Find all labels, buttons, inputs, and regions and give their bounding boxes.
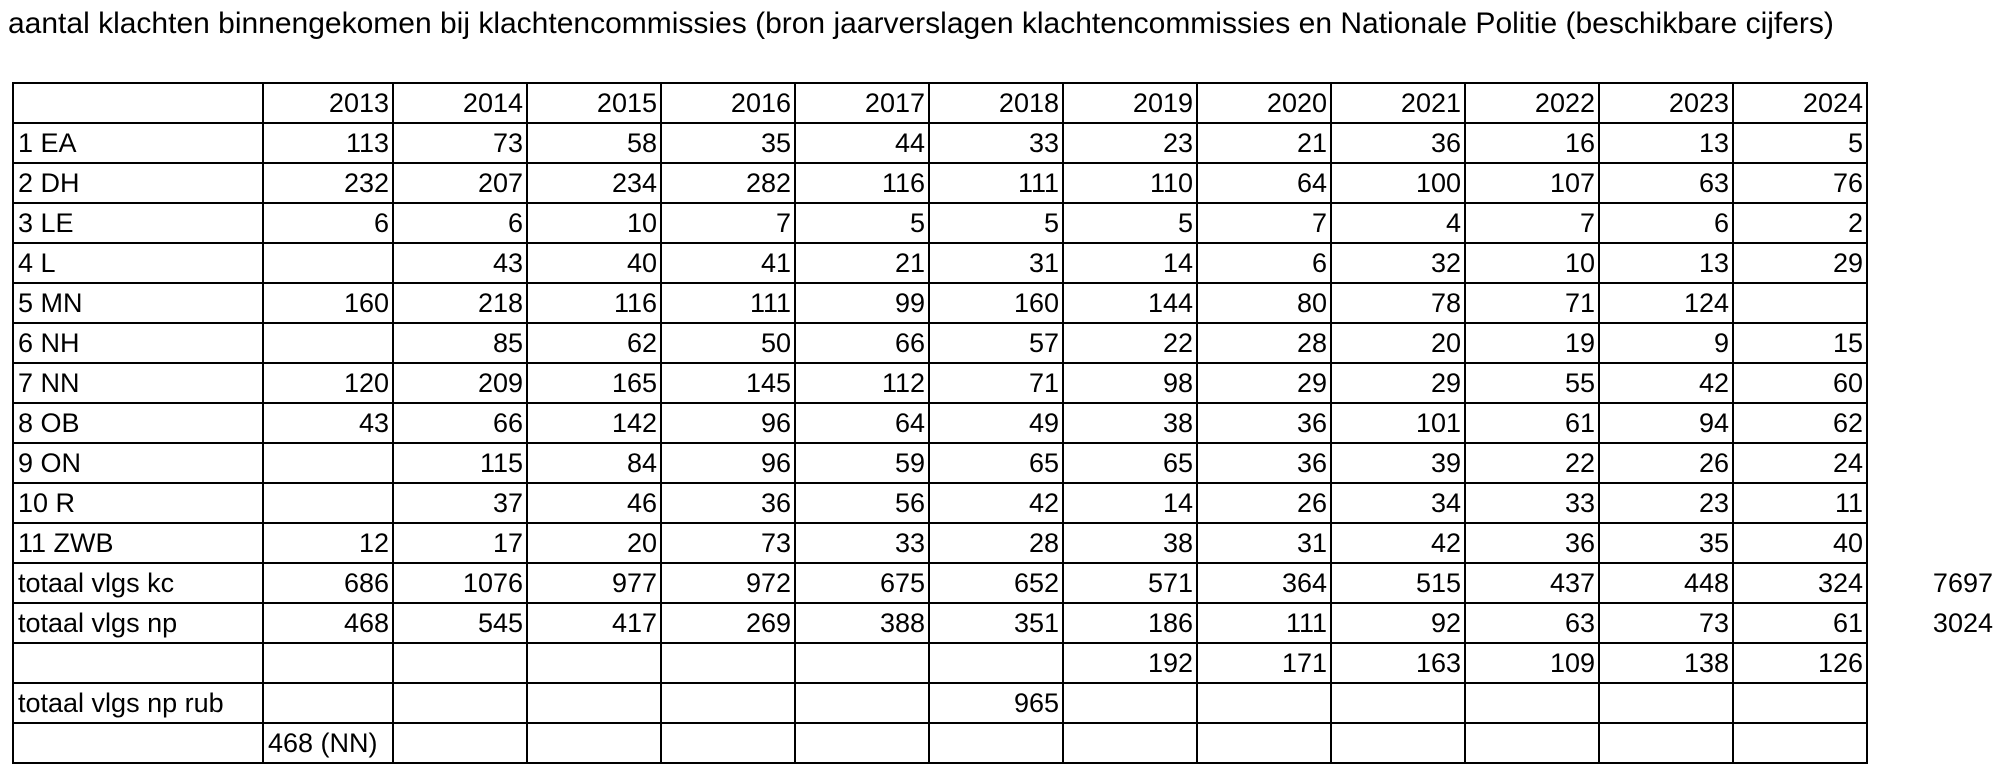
value-cell: 43 xyxy=(393,243,527,283)
value-cell: 84 xyxy=(527,443,661,483)
value-cell: 22 xyxy=(1465,443,1599,483)
value-cell: 686 xyxy=(263,563,393,603)
value-cell: 324 xyxy=(1733,563,1867,603)
value-cell: 9 xyxy=(1599,323,1733,363)
value-cell: 66 xyxy=(795,323,929,363)
value-cell: 972 xyxy=(661,563,795,603)
value-cell xyxy=(393,643,527,683)
row-total-outside-cell xyxy=(1867,283,1997,323)
row-label-cell: 9 ON xyxy=(13,443,263,483)
year-header-cell: 2018 xyxy=(929,83,1063,123)
value-cell: 1076 xyxy=(393,563,527,603)
value-cell: 14 xyxy=(1063,483,1197,523)
value-cell xyxy=(263,323,393,363)
table-row xyxy=(13,683,1997,723)
value-cell: 63 xyxy=(1465,603,1599,643)
value-cell: 14 xyxy=(1063,243,1197,283)
value-cell: 5 xyxy=(1063,203,1197,243)
value-cell: 111 xyxy=(1197,603,1331,643)
table-row xyxy=(13,643,1997,683)
value-cell xyxy=(263,643,393,683)
row-total-outside-cell xyxy=(1867,323,1997,363)
table-row xyxy=(13,523,1997,563)
row-total-outside-cell: 3024 xyxy=(1932,608,1993,638)
value-cell: 23 xyxy=(1599,483,1733,523)
value-cell: 28 xyxy=(1197,323,1331,363)
row-total-outside-cell xyxy=(1867,203,1997,243)
value-cell: 160 xyxy=(263,283,393,323)
year-header-cell: 2014 xyxy=(393,83,527,123)
value-cell: 21 xyxy=(1197,123,1331,163)
table-row xyxy=(13,403,1997,443)
value-cell: 4 xyxy=(1331,203,1465,243)
table-row xyxy=(13,363,1997,403)
value-cell: 73 xyxy=(393,123,527,163)
row-label-cell xyxy=(13,723,263,763)
value-cell: 116 xyxy=(527,283,661,323)
row-total-outside-cell xyxy=(1867,443,1997,483)
value-cell: 232 xyxy=(263,163,393,203)
row-total-outside-cell xyxy=(1867,723,1997,763)
value-cell xyxy=(1733,683,1867,723)
value-cell xyxy=(393,723,527,763)
table-row xyxy=(13,603,1997,643)
value-cell: 20 xyxy=(527,523,661,563)
value-cell: 36 xyxy=(1331,123,1465,163)
value-cell xyxy=(1733,283,1867,323)
row-total-outside-cell xyxy=(1867,243,1997,283)
row-total-outside-cell xyxy=(1867,683,1997,723)
table-body xyxy=(13,83,1997,763)
value-cell: 36 xyxy=(1197,443,1331,483)
value-cell: 64 xyxy=(1197,163,1331,203)
value-cell: 58 xyxy=(527,123,661,163)
value-cell: 977 xyxy=(527,563,661,603)
row-total-outside-cell xyxy=(1867,643,1997,683)
value-cell: 437 xyxy=(1465,563,1599,603)
value-cell: 144 xyxy=(1063,283,1197,323)
value-cell: 109 xyxy=(1465,643,1599,683)
value-cell xyxy=(1465,723,1599,763)
value-cell: 55 xyxy=(1465,363,1599,403)
row-total-outside-cell xyxy=(1867,483,1997,523)
value-cell: 21 xyxy=(795,243,929,283)
value-cell: 76 xyxy=(1733,163,1867,203)
value-cell: 42 xyxy=(1331,523,1465,563)
outside-cell xyxy=(1867,83,1997,123)
value-cell: 364 xyxy=(1197,563,1331,603)
value-cell: 5 xyxy=(929,203,1063,243)
value-cell: 6 xyxy=(393,203,527,243)
row-label-cell: 1 EA xyxy=(13,123,263,163)
value-cell xyxy=(929,643,1063,683)
value-cell: 44 xyxy=(795,123,929,163)
value-cell: 388 xyxy=(795,603,929,643)
value-cell xyxy=(1599,683,1733,723)
year-header-cell: 2013 xyxy=(263,83,393,123)
value-cell: 101 xyxy=(1331,403,1465,443)
table-row xyxy=(13,243,1997,283)
value-cell: 160 xyxy=(929,283,1063,323)
row-total-outside-cell xyxy=(1867,523,1997,563)
table-row xyxy=(13,123,1997,163)
year-header-cell: 2017 xyxy=(795,83,929,123)
value-cell: 37 xyxy=(393,483,527,523)
value-cell: 5 xyxy=(795,203,929,243)
value-cell: 515 xyxy=(1331,563,1465,603)
row-label-cell: totaal vlgs np xyxy=(13,603,263,643)
year-header-cell: 2021 xyxy=(1331,83,1465,123)
document-title: aantal klachten binnengekomen bij klachtencommissies (bron jaarverslagen klachtencommissies en Nationale Politie (beschikbare cijfers) xyxy=(8,7,1834,40)
value-cell: 99 xyxy=(795,283,929,323)
value-cell: 92 xyxy=(1331,603,1465,643)
table-row xyxy=(13,323,1997,363)
row-label-cell xyxy=(13,643,263,683)
complaints-table xyxy=(12,82,1998,764)
value-cell: 29 xyxy=(1733,243,1867,283)
value-cell: 33 xyxy=(795,523,929,563)
value-cell: 36 xyxy=(661,483,795,523)
value-cell xyxy=(1197,723,1331,763)
value-cell: 116 xyxy=(795,163,929,203)
value-cell: 218 xyxy=(393,283,527,323)
value-cell: 113 xyxy=(263,123,393,163)
value-cell: 31 xyxy=(1197,523,1331,563)
year-header-cell: 2019 xyxy=(1063,83,1197,123)
year-header-cell: 2024 xyxy=(1733,83,1867,123)
value-cell: 5 xyxy=(1733,123,1867,163)
value-cell: 62 xyxy=(527,323,661,363)
value-cell: 34 xyxy=(1331,483,1465,523)
value-cell: 142 xyxy=(527,403,661,443)
value-cell: 19 xyxy=(1465,323,1599,363)
row-total-outside-cell xyxy=(1867,123,1997,163)
value-cell: 145 xyxy=(661,363,795,403)
value-cell: 138 xyxy=(1599,643,1733,683)
value-cell: 63 xyxy=(1599,163,1733,203)
value-cell: 46 xyxy=(527,483,661,523)
value-cell xyxy=(929,723,1063,763)
value-cell: 126 xyxy=(1733,643,1867,683)
value-cell: 96 xyxy=(661,403,795,443)
value-cell xyxy=(1465,683,1599,723)
table-row xyxy=(13,203,1997,243)
value-cell: 7 xyxy=(661,203,795,243)
value-cell: 24 xyxy=(1733,443,1867,483)
value-cell: 468 (NN) xyxy=(263,723,393,763)
row-label-cell: 6 NH xyxy=(13,323,263,363)
year-header-cell: 2022 xyxy=(1465,83,1599,123)
value-cell: 40 xyxy=(527,243,661,283)
value-cell: 98 xyxy=(1063,363,1197,403)
value-cell: 111 xyxy=(929,163,1063,203)
value-cell: 61 xyxy=(1733,603,1867,643)
value-cell: 115 xyxy=(393,443,527,483)
value-cell: 20 xyxy=(1331,323,1465,363)
value-cell: 652 xyxy=(929,563,1063,603)
value-cell: 282 xyxy=(661,163,795,203)
value-cell: 35 xyxy=(661,123,795,163)
value-cell xyxy=(661,683,795,723)
value-cell: 73 xyxy=(661,523,795,563)
value-cell xyxy=(527,643,661,683)
value-cell xyxy=(1599,723,1733,763)
value-cell: 16 xyxy=(1465,123,1599,163)
value-cell: 13 xyxy=(1599,123,1733,163)
row-label-cell: 3 LE xyxy=(13,203,263,243)
header-label-cell xyxy=(13,83,263,123)
value-cell xyxy=(795,683,929,723)
value-cell: 12 xyxy=(263,523,393,563)
value-cell: 234 xyxy=(527,163,661,203)
value-cell: 96 xyxy=(661,443,795,483)
row-label-cell: 4 L xyxy=(13,243,263,283)
value-cell: 112 xyxy=(795,363,929,403)
value-cell: 23 xyxy=(1063,123,1197,163)
value-cell: 100 xyxy=(1331,163,1465,203)
value-cell: 94 xyxy=(1599,403,1733,443)
value-cell: 2 xyxy=(1733,203,1867,243)
row-total-outside-cell xyxy=(1867,163,1997,203)
value-cell: 65 xyxy=(929,443,1063,483)
value-cell xyxy=(1063,683,1197,723)
value-cell xyxy=(263,683,393,723)
value-cell: 209 xyxy=(393,363,527,403)
value-cell: 65 xyxy=(1063,443,1197,483)
value-cell: 64 xyxy=(795,403,929,443)
value-cell: 62 xyxy=(1733,403,1867,443)
value-cell: 165 xyxy=(527,363,661,403)
value-cell xyxy=(1331,723,1465,763)
value-cell: 7 xyxy=(1197,203,1331,243)
value-cell xyxy=(661,643,795,683)
table-row xyxy=(13,723,1997,763)
table-row xyxy=(13,283,1997,323)
value-cell: 10 xyxy=(527,203,661,243)
value-cell: 17 xyxy=(393,523,527,563)
value-cell: 13 xyxy=(1599,243,1733,283)
header-row xyxy=(13,83,1997,123)
value-cell xyxy=(1197,683,1331,723)
value-cell: 26 xyxy=(1599,443,1733,483)
value-cell: 43 xyxy=(263,403,393,443)
value-cell: 468 xyxy=(263,603,393,643)
value-cell: 965 xyxy=(929,683,1063,723)
row-label-cell: 11 ZWB xyxy=(13,523,263,563)
row-total-outside-cell xyxy=(1867,363,1997,403)
value-cell xyxy=(795,643,929,683)
value-cell: 163 xyxy=(1331,643,1465,683)
row-label-cell: 10 R xyxy=(13,483,263,523)
value-cell xyxy=(263,483,393,523)
value-cell: 571 xyxy=(1063,563,1197,603)
value-cell: 56 xyxy=(795,483,929,523)
value-cell: 15 xyxy=(1733,323,1867,363)
value-cell: 351 xyxy=(929,603,1063,643)
value-cell: 38 xyxy=(1063,403,1197,443)
value-cell xyxy=(393,683,527,723)
row-label-cell: 2 DH xyxy=(13,163,263,203)
value-cell: 192 xyxy=(1063,643,1197,683)
table-row xyxy=(13,483,1997,523)
value-cell: 36 xyxy=(1197,403,1331,443)
value-cell xyxy=(263,243,393,283)
value-cell: 171 xyxy=(1197,643,1331,683)
value-cell: 28 xyxy=(929,523,1063,563)
value-cell: 57 xyxy=(929,323,1063,363)
value-cell: 33 xyxy=(1465,483,1599,523)
value-cell: 36 xyxy=(1465,523,1599,563)
value-cell: 50 xyxy=(661,323,795,363)
value-cell: 78 xyxy=(1331,283,1465,323)
row-label-cell: 7 NN xyxy=(13,363,263,403)
value-cell: 60 xyxy=(1733,363,1867,403)
value-cell: 40 xyxy=(1733,523,1867,563)
table-row xyxy=(13,443,1997,483)
value-cell: 110 xyxy=(1063,163,1197,203)
value-cell xyxy=(527,683,661,723)
value-cell: 73 xyxy=(1599,603,1733,643)
value-cell: 49 xyxy=(929,403,1063,443)
value-cell xyxy=(1733,723,1867,763)
value-cell: 6 xyxy=(263,203,393,243)
value-cell xyxy=(795,723,929,763)
value-cell: 11 xyxy=(1733,483,1867,523)
value-cell: 39 xyxy=(1331,443,1465,483)
value-cell: 22 xyxy=(1063,323,1197,363)
value-cell: 207 xyxy=(393,163,527,203)
value-cell: 10 xyxy=(1465,243,1599,283)
value-cell: 417 xyxy=(527,603,661,643)
value-cell: 29 xyxy=(1197,363,1331,403)
value-cell: 675 xyxy=(795,563,929,603)
value-cell: 85 xyxy=(393,323,527,363)
row-total-outside-cell: 7697 xyxy=(1932,568,1993,598)
table-row xyxy=(13,563,1997,603)
value-cell: 33 xyxy=(929,123,1063,163)
value-cell: 448 xyxy=(1599,563,1733,603)
value-cell xyxy=(1063,723,1197,763)
row-total-outside-cell xyxy=(1867,403,1997,443)
value-cell: 38 xyxy=(1063,523,1197,563)
table-row xyxy=(13,163,1997,203)
value-cell: 111 xyxy=(661,283,795,323)
value-cell: 42 xyxy=(1599,363,1733,403)
value-cell: 6 xyxy=(1599,203,1733,243)
value-cell: 66 xyxy=(393,403,527,443)
value-cell xyxy=(263,443,393,483)
value-cell: 107 xyxy=(1465,163,1599,203)
value-cell: 269 xyxy=(661,603,795,643)
value-cell: 29 xyxy=(1331,363,1465,403)
value-cell xyxy=(661,723,795,763)
value-cell: 31 xyxy=(929,243,1063,283)
value-cell: 545 xyxy=(393,603,527,643)
value-cell: 59 xyxy=(795,443,929,483)
value-cell xyxy=(527,723,661,763)
value-cell: 26 xyxy=(1197,483,1331,523)
value-cell: 71 xyxy=(1465,283,1599,323)
row-label-cell: 5 MN xyxy=(13,283,263,323)
value-cell: 124 xyxy=(1599,283,1733,323)
value-cell: 120 xyxy=(263,363,393,403)
year-header-cell: 2015 xyxy=(527,83,661,123)
value-cell: 80 xyxy=(1197,283,1331,323)
row-label-cell: totaal vlgs np rub xyxy=(13,683,263,723)
value-cell xyxy=(1331,683,1465,723)
value-cell: 186 xyxy=(1063,603,1197,643)
year-header-cell: 2020 xyxy=(1197,83,1331,123)
value-cell: 32 xyxy=(1331,243,1465,283)
value-cell: 35 xyxy=(1599,523,1733,563)
value-cell: 7 xyxy=(1465,203,1599,243)
value-cell: 6 xyxy=(1197,243,1331,283)
row-label-cell: 8 OB xyxy=(13,403,263,443)
value-cell: 71 xyxy=(929,363,1063,403)
value-cell: 41 xyxy=(661,243,795,283)
value-cell: 61 xyxy=(1465,403,1599,443)
row-label-cell: totaal vlgs kc xyxy=(13,563,263,603)
year-header-cell: 2023 xyxy=(1599,83,1733,123)
value-cell: 42 xyxy=(929,483,1063,523)
year-header-cell: 2016 xyxy=(661,83,795,123)
